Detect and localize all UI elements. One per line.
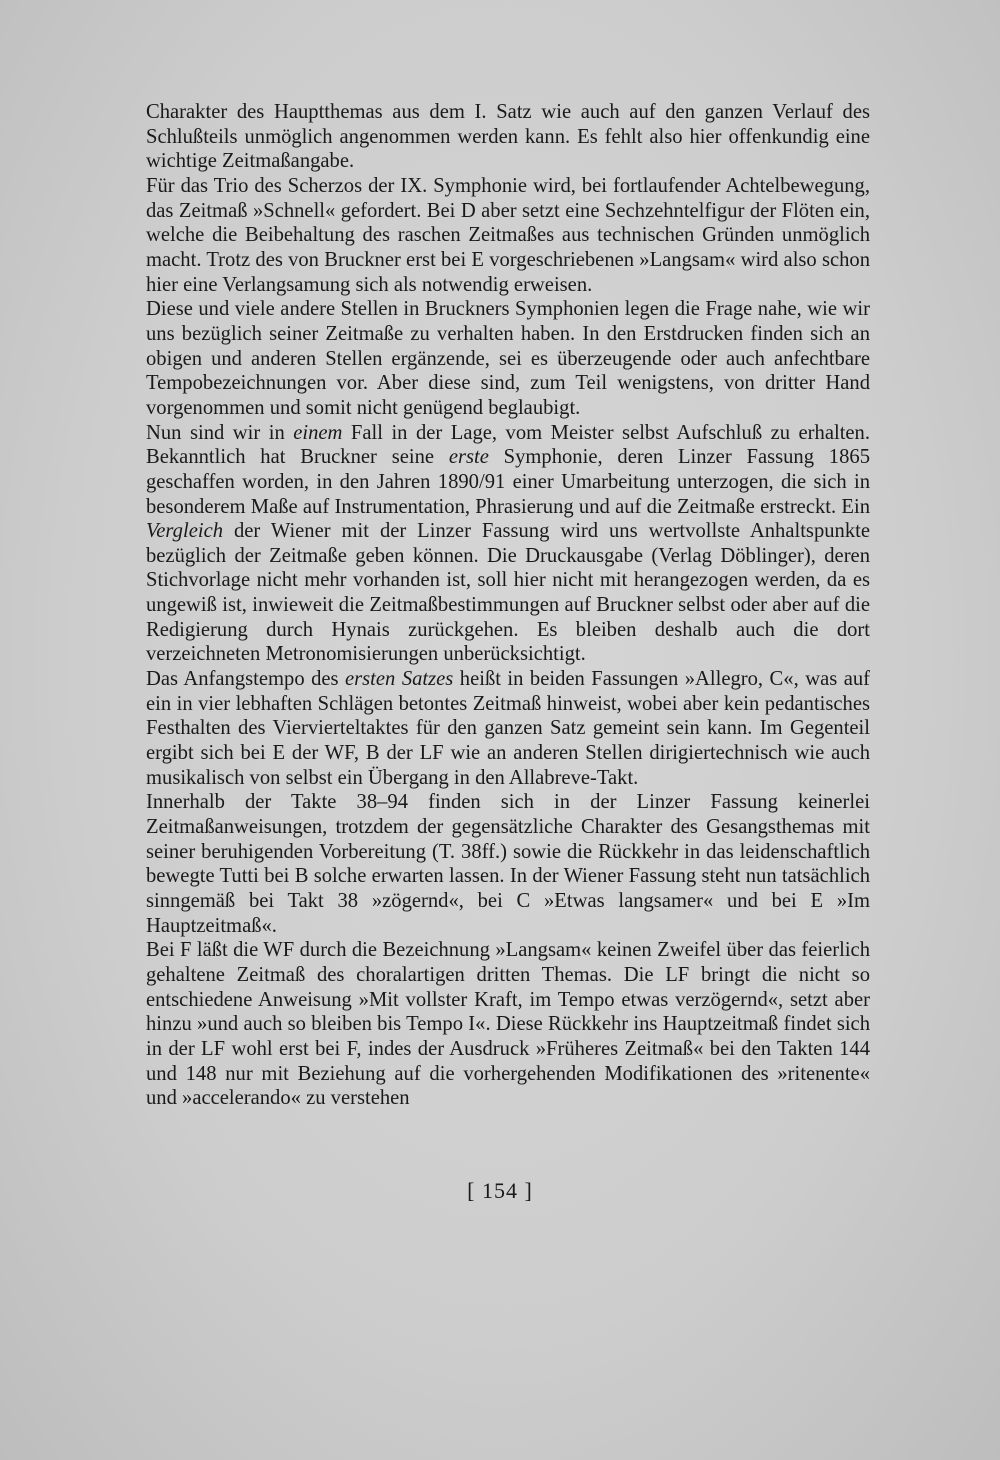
page-number: [ 154 ] [467,1178,533,1203]
emphasis-text: erste [448,446,489,469]
paragraph [146,790,870,938]
paragraph [146,667,870,790]
paragraph-text: heißt in beiden Fassungen »Allegro, C«, was auf ein in vier lebhaften Schlägen betontes Zeitmaß hinweist, wobei aber kein pedantisches Festhalten des Viervierteltaktes für den ganzen Satz gemeint sein kann. Im Gegenteil ergibt sich bei E der WF, B der LF wie an anderen Stellen dirigiertechnisch wie auch musikalisch von selbst ein Übergang in den Allabreve-Takt. [146,668,870,789]
emphasis-text: ersten Satzes [345,668,454,691]
emphasis-text: Vergleich [146,520,224,543]
paragraph-text: Innerhalb der Takte 38–94 finden sich in der Linzer Fassung keinerlei Zeitmaßanweisungen, trotzdem der gegensätzliche Charakter des Gesangsthemas mit seiner beruhigenden Vorbereitung (T. 38ff.) sowie die Rückkehr in das leidenschaftlich bewegte Tutti bei B solche erwarten lassen. In der Wiener Fassung steht nun tatsächlich sinngemäß bei Takt 38 »zögernd«, bei C »Etwas langsamer« und bei E »Im Hauptzeitmaß«. [146,791,870,937]
paragraph-text: Charakter des Hauptthemas aus dem I. Satz wie auch auf den ganzen Verlauf des Schlußteils unmöglich angenommen werden kann. Es fehlt also hier offenkundig eine wichtige Zeitmaßangabe. [146,101,870,173]
paragraph-text: der Wiener mit der Linzer Fassung wird uns wertvollste Anhaltspunkte bezüglich der Zeitmaße geben können. Die Druckausgabe (Verlag Döblinger), deren Stichvorlage nicht mehr vorhanden ist, soll hier nicht mit herangezogen werden, da es ungewiß ist, inwieweit die Zeitmaßbestimmungen auf Bruckner selbst oder aber auf die Redigierung durch Hynais zurückgehen. Es bleiben deshalb auch die dort verzeichneten Metronomisierungen unberücksichtigt. [146,520,870,666]
paragraph-text: Bei F läßt die WF durch die Bezeichnung »Langsam« keinen Zweifel über das feierlich gehaltene Zeitmaß des choralartigen dritten Themas. Die LF bringt die nicht so entschiedene Anweisung »Mit vollster Kraft, im Tempo etwas verzögernd«, setzt aber hinzu »und auch so bleiben bis Tempo I«. Diese Rückkehr ins Hauptzeitmaß findet sich in der LF wohl erst bei F, indes der Ausdruck »Früheres Zeitmaß« bei den Takten 144 und 148 nur mit Beziehung auf die vorhergehenden Modifikationen des »ritenente« und »accelerando« zu verstehen [146,939,870,1110]
paragraph-text: Symphonie, deren Linzer Fassung 1865 geschaffen worden, in den Jahren 1890/91 einer Umarbeitung unterzogen, die sich in besonderem Maße auf Instrumentation, Phrasierung und auf die Zeitmaße erstreckt. Ein [146,446,870,518]
paragraph-text: Für das Trio des Scherzos der IX. Symphonie wird, bei fortlaufender Achtelbewegung, das Zeitmaß »Schnell« gefordert. Bei D aber setzt eine Sechzehntelfigur der Flöten ein, welche die Beibehaltung des raschen Zeitmaßes aus technischen Gründen unmöglich macht. Trotz des von Bruckner erst bei E vorgeschriebenen »Langsam« wird also schon hier eine Verlangsamung sich als notwendig erweisen. [146,174,870,296]
paragraph-text: Das Anfangstempo des [146,668,346,691]
body-text [146,100,870,1111]
paragraph [146,100,870,174]
paragraph-text: Nun sind wir in [146,421,294,444]
emphasis-text: einem [293,421,343,444]
paragraph [146,938,870,1111]
paragraph-text: Diese und viele andere Stellen in Bruckners Symphonien legen die Frage nahe, wie wir uns bezüglich seiner Zeitmaße zu verhalten haben. In den Erstdrucken finden sich an obigen und anderen Stellen ergänzende, sei es überzeugende oder auch anfechtbare Tempobezeichnungen vor. Aber diese sind, zum Teil wenigstens, von dritter Hand vorgenommen und somit nicht genügend beglaubigt. [146,298,870,419]
paragraph [146,421,870,668]
paragraph [146,297,870,420]
paragraph-text: Fall in der Lage, vom Meister selbst Aufschluß zu erhalten. Bekanntlich hat Bruckner seine [146,421,870,469]
paragraph [146,174,870,297]
